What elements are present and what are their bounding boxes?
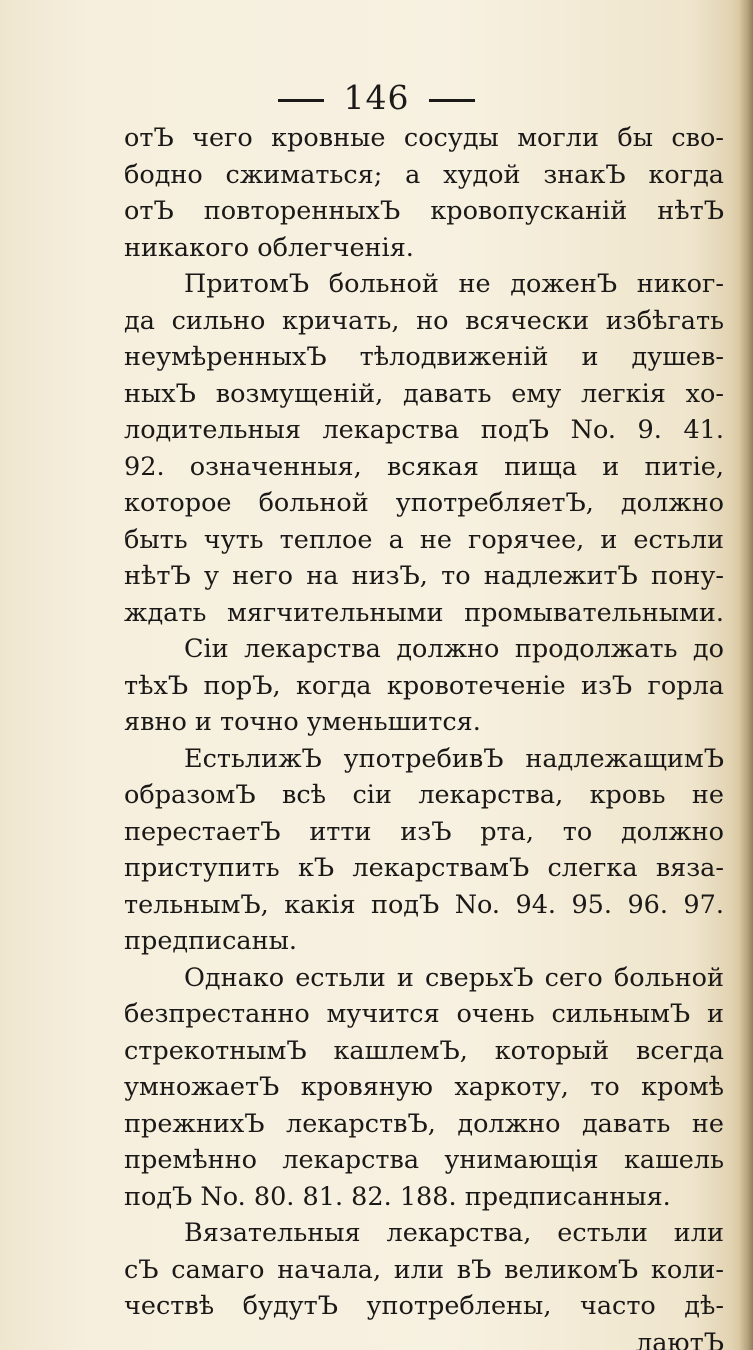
- text-line: никакого облегченія.: [124, 232, 414, 263]
- text-line: нѣтЪ у него на низЪ, то надлежитЪ пону-: [124, 561, 724, 591]
- page-header: [0, 78, 753, 117]
- text-line: премѣнно лекарства унимающія кашель: [124, 1145, 724, 1175]
- text-line: Сіи лекарства должно продолжать до: [184, 634, 724, 664]
- text-line: ЕстьлижЪ употребивЪ надлежащимЪ: [184, 743, 724, 774]
- text-line: 92. означенныя, всякая пища и питіе,: [124, 451, 724, 482]
- text-line: умножаетЪ кровяную харкоту, то кромѣ: [124, 1072, 724, 1102]
- text-line: прежнихЪ лекарствЪ, должно давать не: [124, 1108, 724, 1139]
- text-line: тѣхЪ порЪ, когда кровотеченіе изЪ горла: [124, 670, 724, 701]
- text-line: отЪ повторенныхЪ кровопусканій нѣтЪ: [124, 196, 724, 226]
- text-line: быть чуть теплое а не горячее, и естьли: [124, 524, 724, 555]
- text-line: тельнымЪ, какія подЪ No. 94. 95. 96. 97.: [124, 889, 724, 920]
- text-line: чествѣ будутЪ употреблены, часто дѣ-: [124, 1291, 724, 1321]
- text-line: приступить кЪ лекарствамЪ слегка вяза-: [124, 853, 724, 883]
- text-line: Однако естьли и сверьхЪ сего больной: [184, 962, 724, 993]
- text-line: да сильно кричать, но всячески избѣгать: [124, 305, 724, 336]
- text-line: ПритомЪ больной не доженЪ никог-: [184, 269, 724, 299]
- text-line: которое больной употребляетЪ, должно: [124, 488, 724, 518]
- text-line: неумѣренныхЪ тѣлодвиженій и душев-: [124, 342, 724, 372]
- text-line: подЪ No. 80. 81. 82. 188. предписанныя.: [124, 1181, 671, 1212]
- text-line: отЪ чего кровные сосуды могли бы сво-: [124, 123, 724, 153]
- page-edge-shadow: [739, 0, 753, 1350]
- text-line: бодно сжиматься; а худой знакЪ когда: [124, 159, 724, 190]
- text-line: образомЪ всѣ сіи лекарства, кровь не: [124, 780, 724, 810]
- text-line: предписаны.: [124, 926, 297, 956]
- catchword: лаютЪ: [636, 1327, 724, 1350]
- text-line: сЪ самаго начала, или вЪ великомЪ коли-: [124, 1254, 724, 1285]
- text-line: ныхЪ возмущеній, давать ему легкія хо-: [124, 378, 724, 409]
- text-line: безпрестанно мучится очень сильнымЪ и: [124, 999, 724, 1029]
- text-line: лодительныя лекарства подЪ No. 9. 41.: [124, 415, 724, 445]
- text-line: явно и точно уменьшится.: [124, 707, 481, 737]
- text-line: ждать мягчительными промывательными.: [124, 597, 724, 628]
- text-line: стрекотнымЪ кашлемЪ, который всегда: [124, 1035, 724, 1066]
- header-dash-left: [278, 99, 324, 102]
- text-line: перестаетЪ итти изЪ рта, то должно: [124, 816, 724, 847]
- page-number: 146: [343, 78, 410, 117]
- header-dash-right: [429, 99, 475, 102]
- body-text: [124, 120, 724, 1350]
- text-line: Вязательныя лекарства, естьли или: [184, 1218, 724, 1248]
